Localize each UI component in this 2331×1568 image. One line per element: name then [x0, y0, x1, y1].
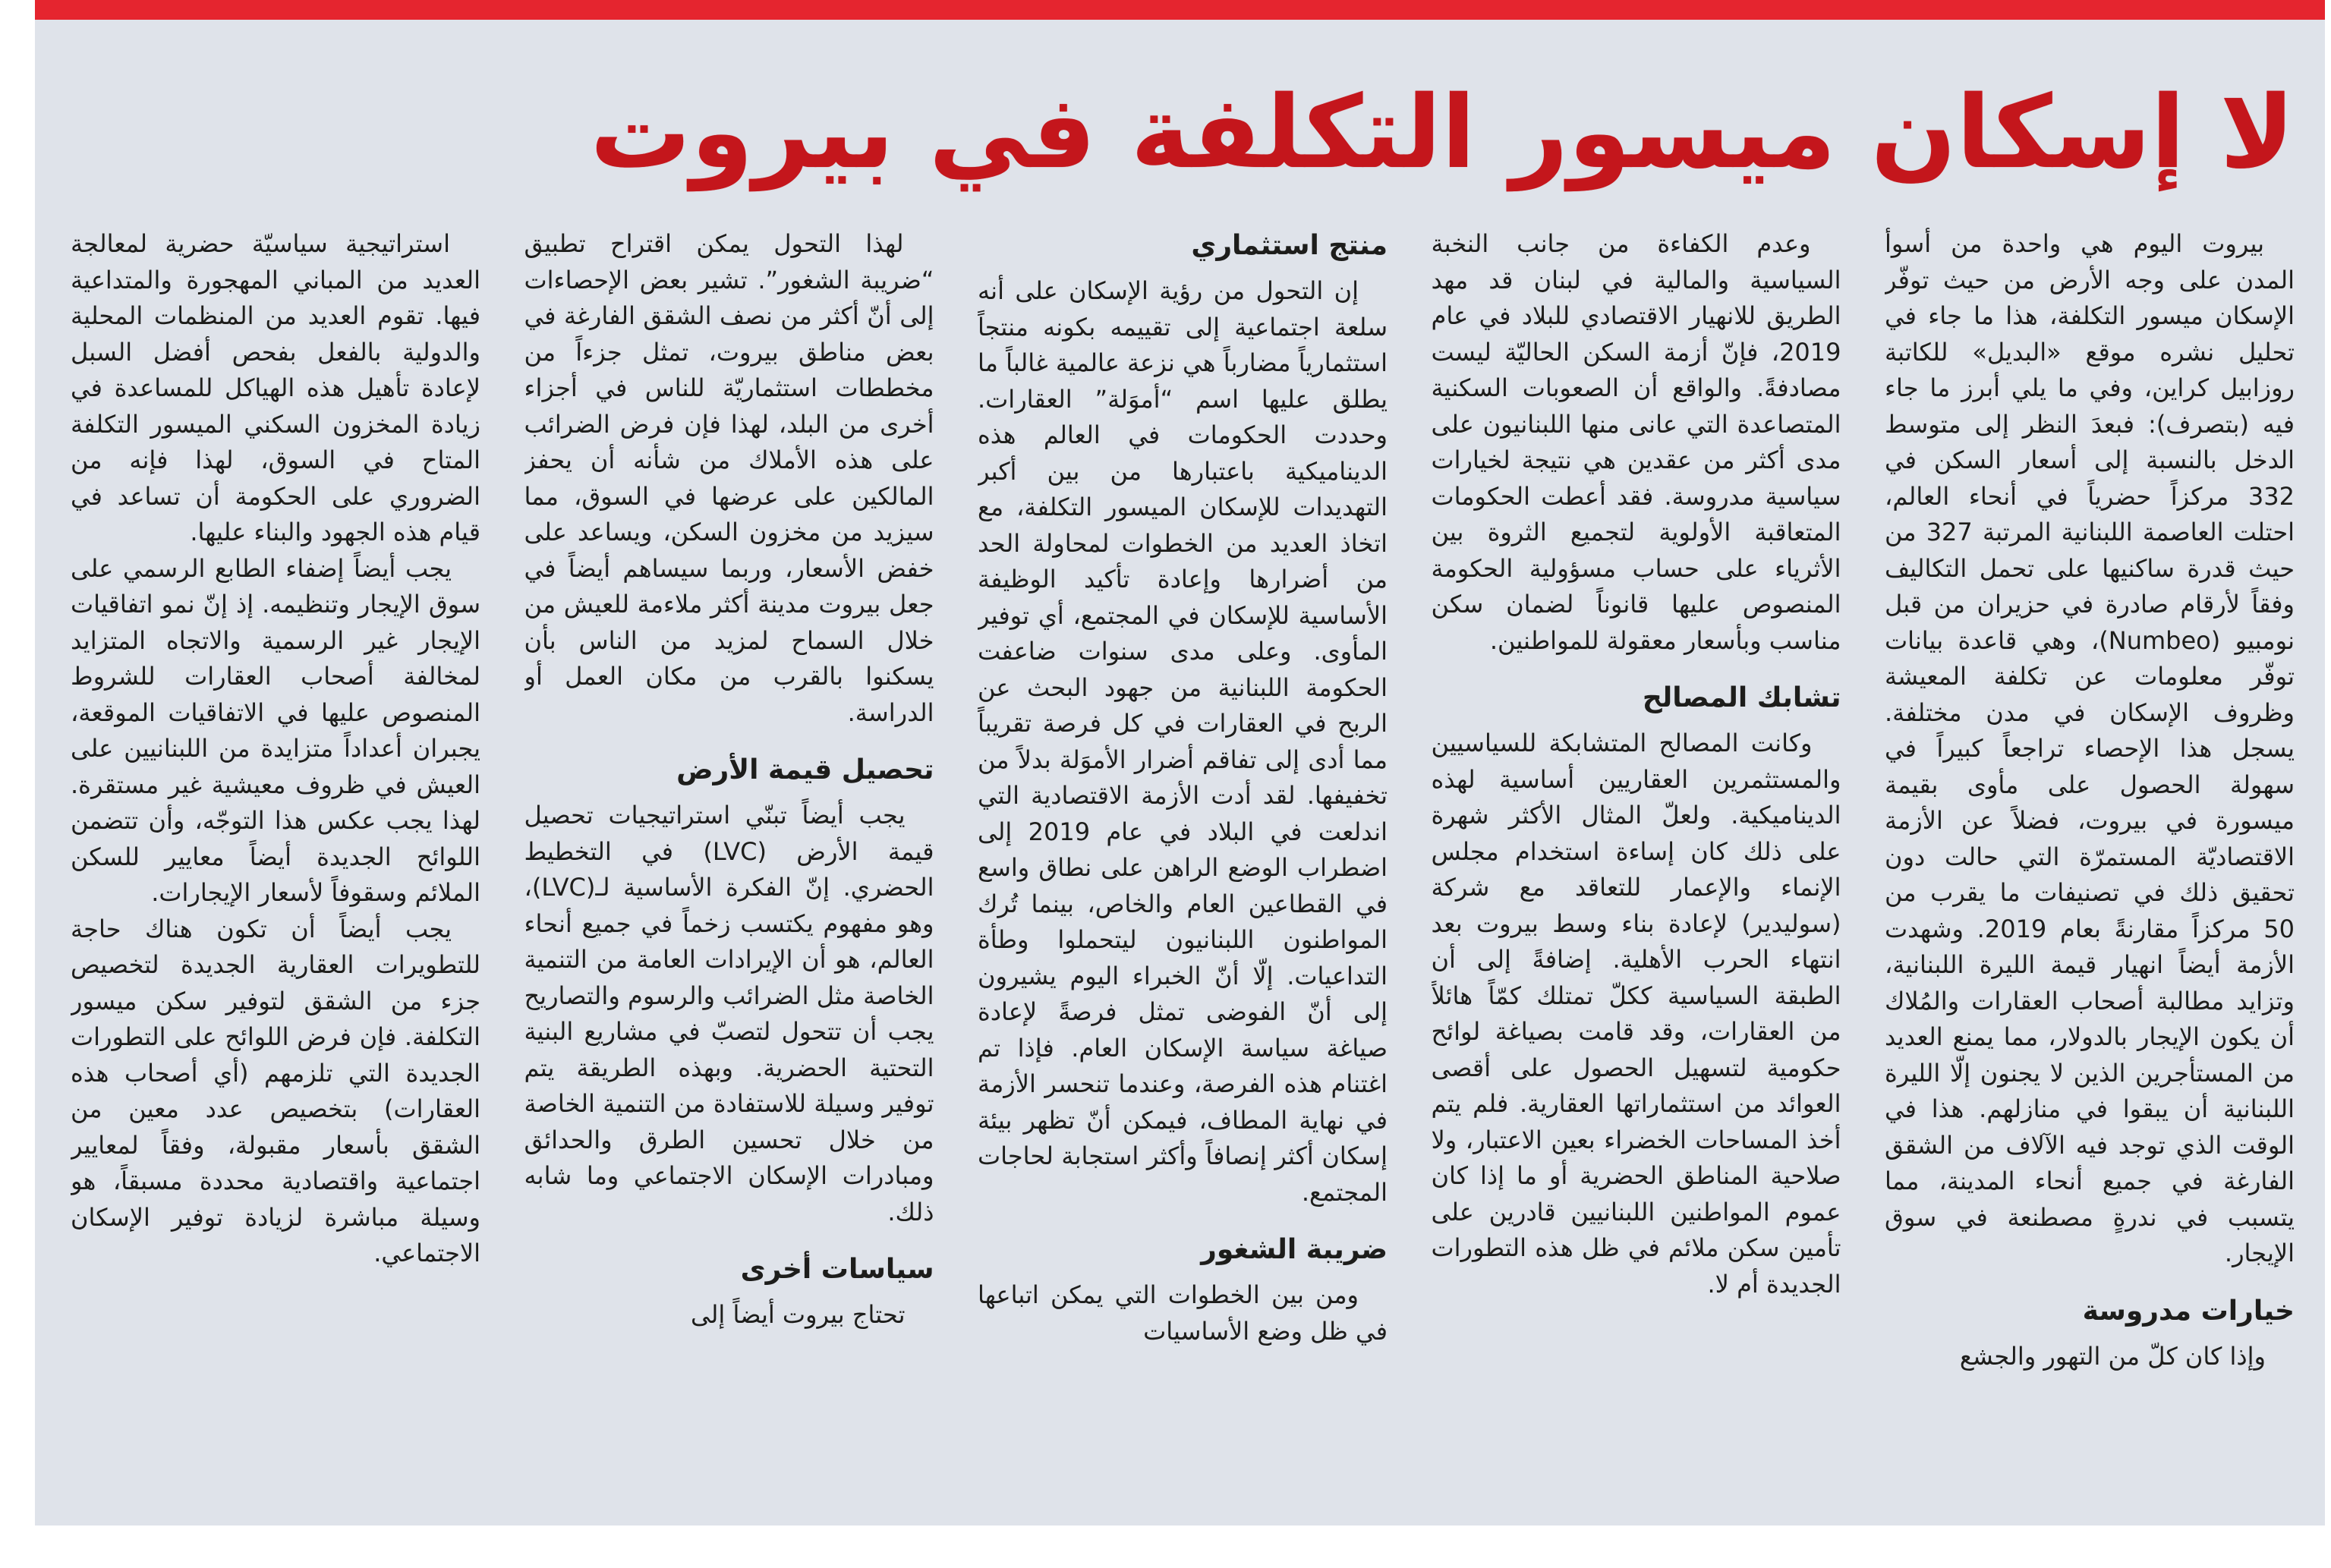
article-headline: لا إسكان ميسور التكلفة في بيروت [590, 74, 2295, 191]
newspaper-page [35, 0, 2325, 1525]
paragraph: وعدم الكفاءة من جانب النخبة السياسية والمالية في لبنان قد مهد الطريق للانهيار الاقتصادي للبلاد في عام 2019، فإنّ أزمة السكن الحاليّة ليست مصادفةً. والواقع أن الصعوبات السكنية المتصاعدة التي عانى منها اللبنانيون على مدى أكثر من عقدين هي نتيجة لخيارات سياسية مدروسة. فقد أعطت الحكومات المتعاقبة الأولوية لتجميع الثروة بين الأثرياء على حساب مسؤولية الحكومة المنصوص عليها قانوناً لضمان سكن مناسب وبأسعار معقولة للمواطنين. [1431, 229, 1841, 655]
paragraph: تحتاج بيروت أيضاً إلى [690, 1300, 906, 1329]
subheading: سياسات أخرى [740, 1254, 934, 1285]
column-4 [524, 226, 934, 1501]
column-5 [71, 226, 480, 1501]
paragraph: وكانت المصالح المتشابكة للسياسيين والمستثمرين العقاريين أساسية لهذه الديناميكية. ولعلّ المثال الأكثر شهرة على ذلك كان إساءة استخدام مجلس الإنماء والإعمار للتعاقد مع شركة (سوليدير) لإعادة بناء وسط بيروت بعد انتهاء الحرب الأهلية. إضافةً إلى أن الطبقة السياسية ككلّ تمتلك كمّاً هائلاً من العقارات، وقد قامت بصياغة لوائح حكومية لتسهيل الحصول على أقصى العوائد من استثماراتها العقارية. فلم يتم أخذ المساحات الخضراء بعين الاعتبار، ولا صلاحية المناطق الحضرية أو ما إذا كان عموم المواطنين اللبنانيين قادرين على تأمين سكن ملائم في ظل هذه التطورات الجديدة أم لا. [1431, 729, 1841, 1299]
paragraph: بيروت اليوم هي واحدة من أسوأ المدن على وجه الأرض من حيث توفّر الإسكان ميسور التكلفة، هذا ما جاء في تحليل نشره موقع «البديل» للكاتبة روزابيل كراين، وفي ما يلي أبرز ما جاء فيه (بتصرف): فبعدَ النظر إلى متوسط الدخل بالنسبة إلى أسعار السكن في 332 مركزاً حضرياً في أنحاء العالم، احتلت العاصمة اللبنانية المرتبة 327 من حيث قدرة ساكنيها على تحمل التكاليف وفقاً لأرقام صادرة في حزيران من قبل نومبيو (Numbeo)، وهي قاعدة بيانات توفّر معلومات عن تكلفة المعيشة وظروف الإسكان في مدن مختلفة. يسجل هذا الإحصاء تراجعاً كبيراً في سهولة الحصول على مأوى بقيمة ميسورة في بيروت، فضلاً عن الأزمة الاقتصاديّة المستمرّة التي حالت دون تحقيق ذلك في تصنيفات ما يقرب من 50 مركزاً مقارنةً بعام 2019. وشهدت الأزمة أيضاً انهيار قيمة الليرة اللبنانية، وتزايد مطالبة أصحاب العقارات والمُلاك أن يكون الإيجار بالدولار، مما يمنع العديد من المستأجرين الذين لا يجنون إلّا الليرة اللبنانية أن يبقوا في منازلهم. هذا في الوقت الذي توجد فيه الآلاف من الشقق الفارغة في جميع أنحاء المدينة، مما يتسبب في ندرةٍ مصطنعة في سوق الإيجار. [1885, 229, 2295, 1267]
paragraph: يجب أيضاً إضفاء الطابع الرسمي على سوق الإيجار وتنظيمه. إذ إنّ نمو اتفاقيات الإيجار غير الرسمية والاتجاه المتزايد لمخالفة أصحاب العقارات للشروط المنصوص عليها في الاتفاقيات الموقعة، يجبران أعداداً متزايدة من اللبنانيين على العيش في ظروف معيشية غير مستقرة. لهذا يجب عكس هذا التوجّه، وأن تتضمن اللوائح الجديدة أيضاً معايير للسكن الملائم وسقوفاً لأسعار الإيجارات. [71, 553, 480, 907]
subheading: ضريبة الشغور [1201, 1234, 1388, 1265]
subheading: خيارات مدروسة [2082, 1295, 2295, 1327]
column-1 [1885, 226, 2295, 1501]
column-3 [978, 226, 1388, 1501]
subheading: تشابك المصالح [1642, 682, 1841, 713]
paragraph: يجب أيضاً تبنّي استراتيجيات تحصيل قيمة الأرض (LVC) في التخطيط الحضري. إنّ الفكرة الأساسية لـ(LVC)، وهو مفهوم يكتسب زخماً في جميع أنحاء العالم، هو أن الإيرادات العامة من التنمية الخاصة مثل الضرائب والرسوم والتصاريح يجب أن تتحول لتصبّ في مشاريع البنية التحتية الحضرية. وبهذه الطريقة يتم توفير وسيلة للاستفادة من التنمية الخاصة من خلال تحسين الطرق والحدائق ومبادرات الإسكان الاجتماعي وما شابه ذلك. [524, 801, 934, 1226]
paragraph: لهذا التحول يمكن اقتراح تطبيق “ضريبة الشغور”. تشير بعض الإحصاءات إلى أنّ أكثر من نصف الشقق الفارغة في بعض مناطق بيروت، تمثل جزءاً من مخططات استثماريّة للناس في أجزاء أخرى من البلد، لهذا فإن فرض الضرائب على هذه الأملاك من شأنه أن يحفز المالكين على عرضها في السوق، مما سيزيد من مخزون السكن، ويساعد على خفض الأسعار، وربما سيساهم أيضاً في جعل بيروت مدينة أكثر ملاءمة للعيش من خلال السماح لمزيد من الناس بأن يسكنوا بالقرب من مكان العمل أو الدراسة. [524, 229, 934, 727]
subheading: تحصيل قيمة الأرض [676, 754, 934, 786]
paragraph: ومن بين الخطوات التي يمكن اتباعها في ظل وضع الأساسيات [978, 1280, 1388, 1346]
paragraph: إن التحول من رؤية الإسكان على أنه سلعة اجتماعية إلى تقييمه بكونه منتجاً استثمارياً مضارباً هي نزعة عالمية غالباً ما يطلق عليها اسم “أموَلة” العقارات. وحددت الحكومات في العالم هذه الديناميكية باعتبارها من بين أكبر التهديدات للإسكان الميسور التكلفة، مع اتخاذ العديد من الخطوات لمحاولة الحد من أضرارها وإعادة تأكيد الوظيفة الأساسية للإسكان في المجتمع، أي توفير المأوى. وعلى مدى سنوات ضاعفت الحكومة اللبنانية من جهود البحث عن الربح في العقارات في كل فرصة تقريباً مما أدى إلى تفاقم أضرار الأموَلة بدلاً من تخفيفها. لقد أدت الأزمة الاقتصادية التي اندلعت في البلاد في عام 2019 إلى اضطراب الوضع الراهن على نطاق واسع في القطاعين العام والخاص، بينما تُرك المواطنون اللبنانيون ليتحملوا وطأة التداعيات. إلّا أنّ الخبراء اليوم يشيرون إلى أنّ الفوضى تمثل فرصةً لإعادة صياغة سياسة الإسكان العام. فإذا تم اغتنام هذه الفرصة، وعندما تنحسر الأزمة في نهاية المطاف، فيمكن أنّ تظهر بيئة إسكان أكثر إنصافاً وأكثر استجابة لحاجات المجتمع. [978, 276, 1388, 1207]
top-accent-bar [35, 0, 2325, 20]
paragraph: وإذا كان كلّ من التهور والجشع [1959, 1341, 2266, 1371]
subheading: منتج استثماري [1191, 230, 1388, 261]
paragraph: استراتيجية سياسيّة حضرية لمعالجة العديد من المباني المهجورة والمتداعية فيها. تقوم العديد من المنظمات المحلية والدولية بالفعل بفحص أفضل السبل لإعادة تأهيل هذه الهياكل للمساعدة في زيادة المخزون السكني الميسور التكلفة المتاح في السوق، لهذا فإنه من الضروري على الحكومة أن تساعد في قيام هذه الجهود والبناء عليها. [71, 229, 480, 546]
column-2 [1432, 226, 1841, 1501]
article-columns [71, 226, 2295, 1501]
paragraph: يجب أيضاً أن تكون هناك حاجة للتطويرات العقارية الجديدة لتخصيص جزء من الشقق لتوفير سكن ميسور التكلفة. فإن فرض اللوائح على التطورات الجديدة التي تلزمهم (أي أصحاب هذه العقارات) بتخصيص عدد معين من الشقق بأسعار مقبولة، وفقاً لمعايير اجتماعية واقتصادية محددة مسبقاً، هو وسيلة مباشرة لزيادة توفير الإسكان الاجتماعي. [71, 914, 480, 1267]
